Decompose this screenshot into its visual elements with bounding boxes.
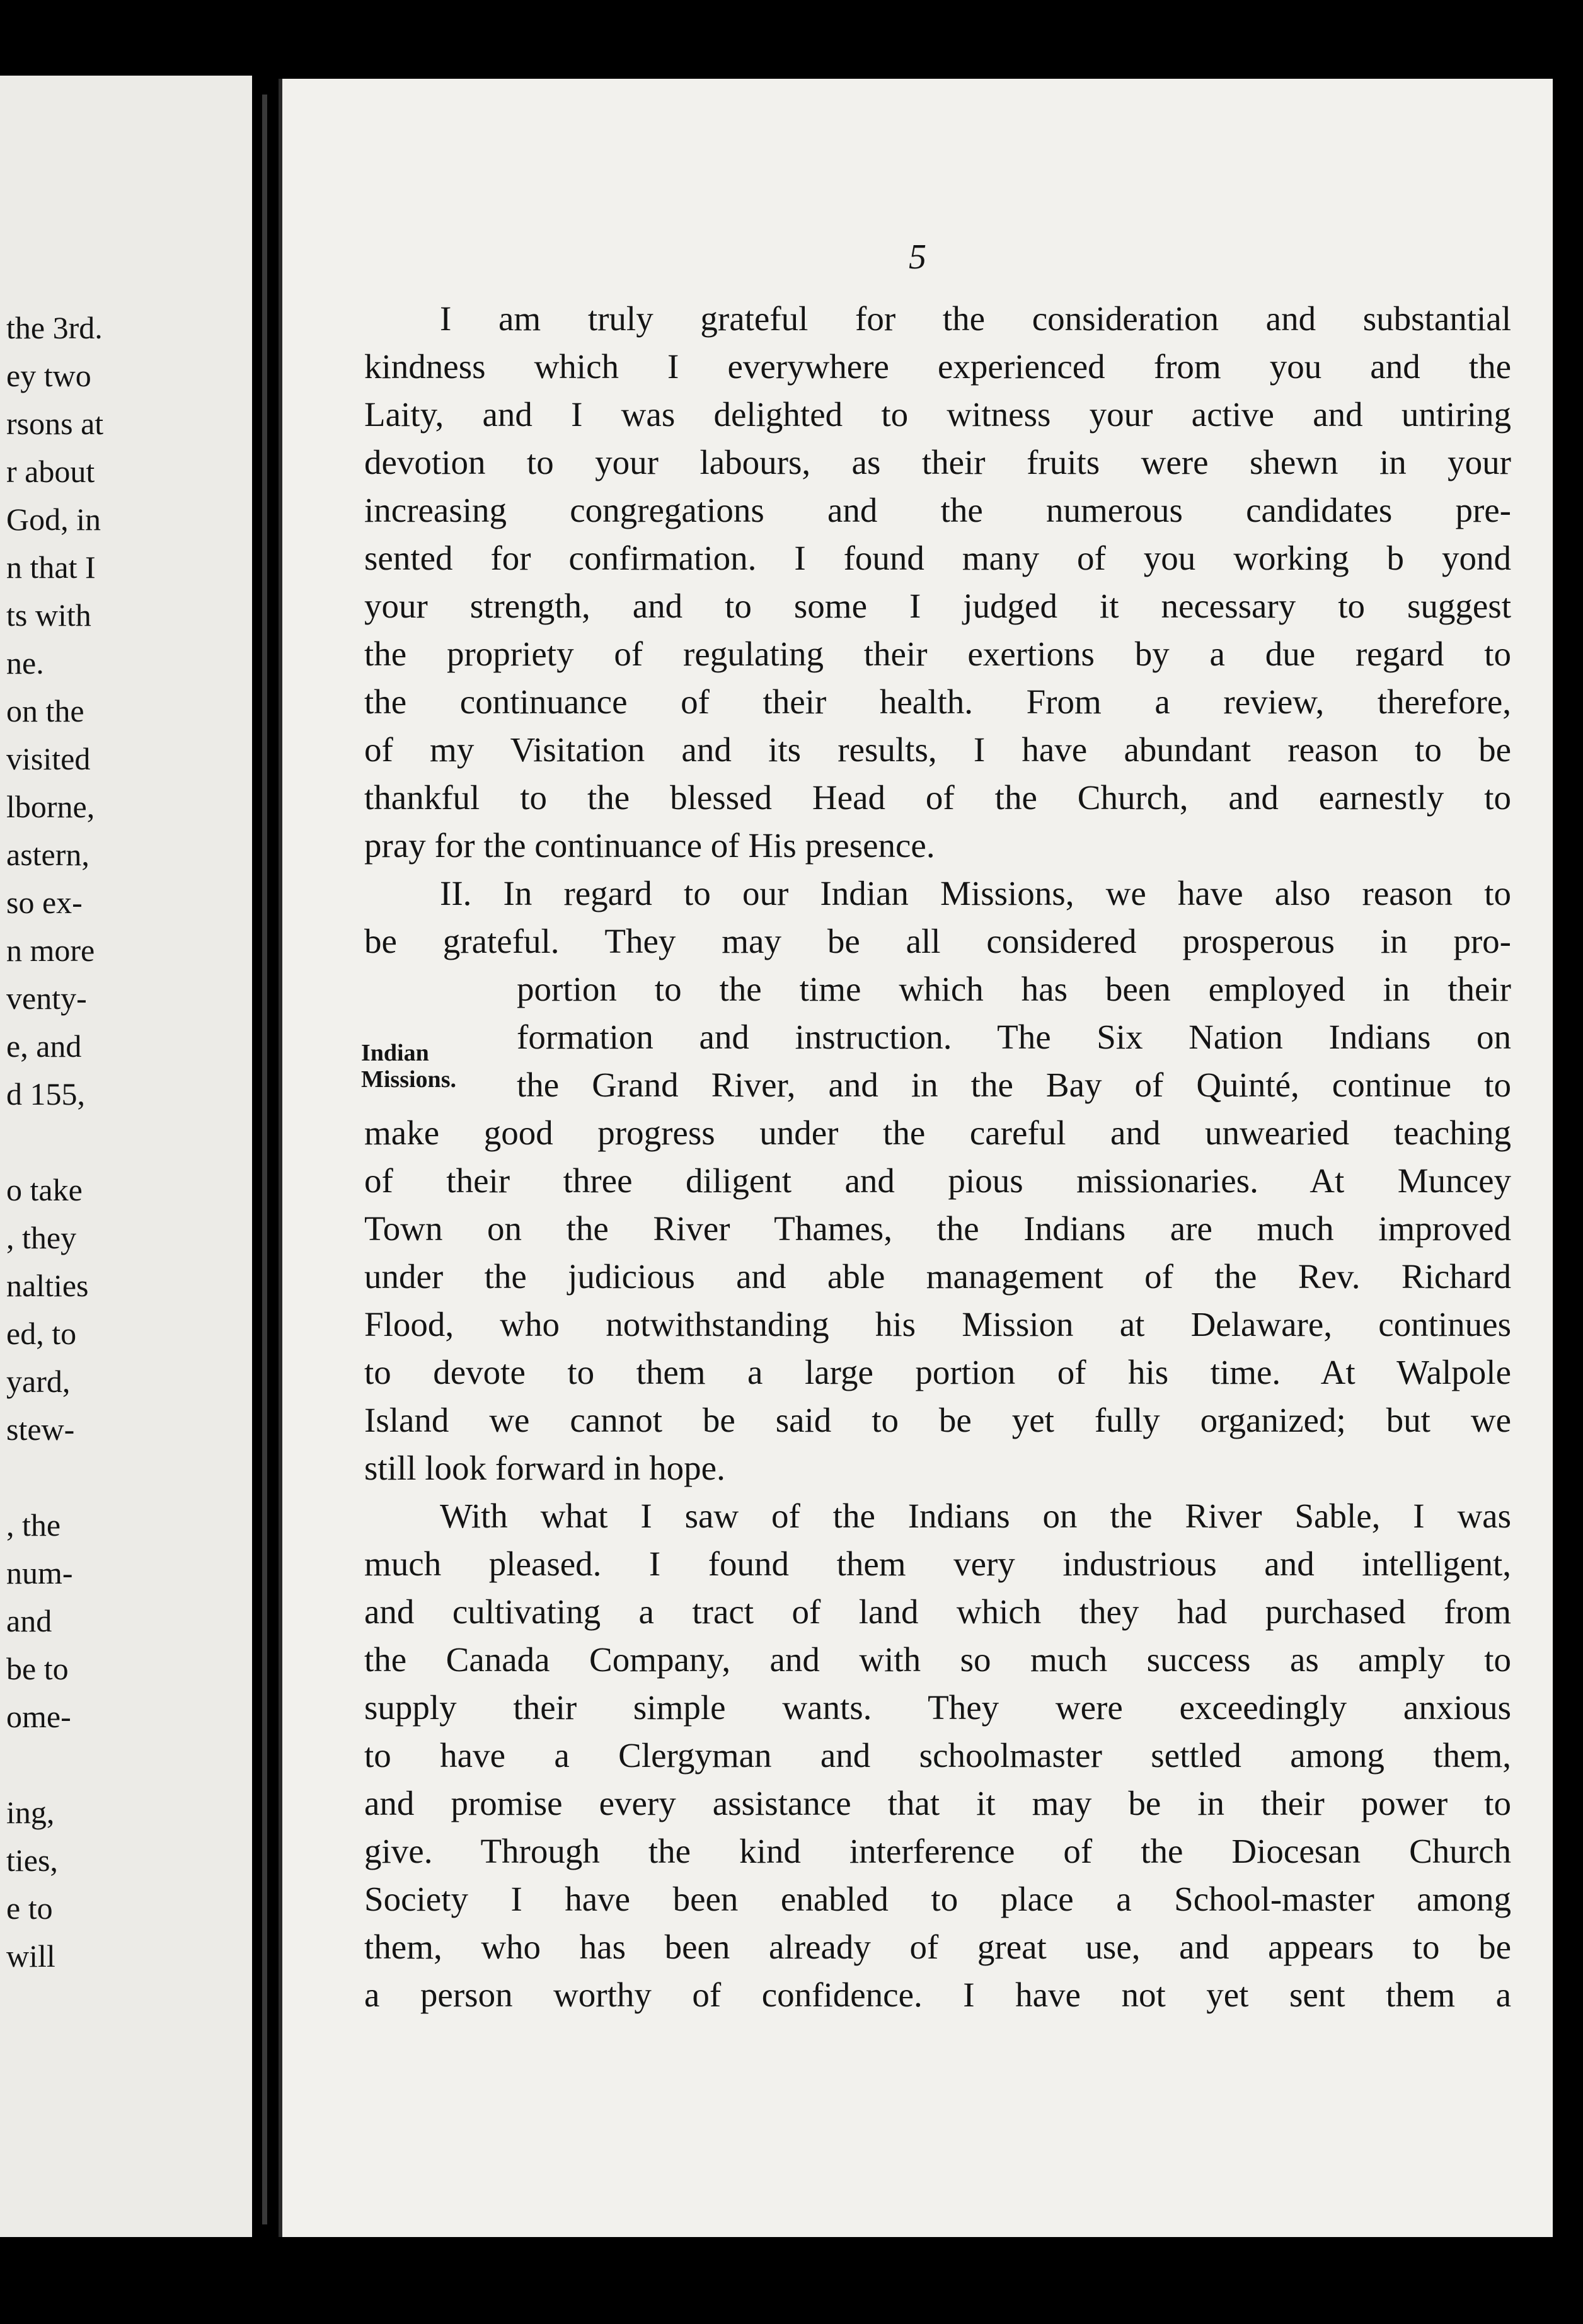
previous-page-line: lborne, xyxy=(6,789,95,824)
text-line: Laity, and I was delighted to witness your active and untiring xyxy=(364,395,1511,434)
text-line: a person worthy of confidence. I have not yet sent them a xyxy=(364,1976,1511,2014)
previous-page-line: ne. xyxy=(6,645,44,681)
text-line: be grateful. They may be all considered prosperous in pro- xyxy=(364,922,1511,960)
previous-page-line: so ex- xyxy=(6,885,83,920)
text-line: portion to the time which has been employed in their xyxy=(517,970,1511,1008)
previous-page-line: astern, xyxy=(6,837,89,872)
previous-page-line: , they xyxy=(6,1220,77,1255)
previous-page-line: ing, xyxy=(6,1795,55,1830)
text-line: and promise every assistance that it may be in their power to xyxy=(364,1784,1511,1822)
text-line: still look forward in hope. xyxy=(364,1449,725,1487)
text-line: make good progress under the careful and unwearied teaching xyxy=(364,1113,1511,1152)
previous-page-line: stew- xyxy=(6,1412,75,1447)
previous-page-line: ome- xyxy=(6,1699,71,1734)
previous-page-line: be to xyxy=(6,1651,69,1686)
margin-note-line: Missions. xyxy=(361,1066,456,1093)
gutter-rule xyxy=(262,95,267,2224)
previous-page-line: o take xyxy=(6,1172,83,1207)
previous-page-line: on the xyxy=(6,693,84,728)
text-line: your strength, and to some I judged it necessary to suggest xyxy=(364,587,1511,625)
previous-page-line: ey two xyxy=(6,358,91,393)
previous-page-line: will xyxy=(6,1938,55,1974)
text-line: thankful to the blessed Head of the Church, and earnestly to xyxy=(364,778,1511,817)
previous-page-line: r about xyxy=(6,454,95,489)
scan-border xyxy=(1553,0,1583,2324)
margin-note-line: Indian xyxy=(361,1040,429,1066)
text-line: much pleased. I found them very industrious and intelligent, xyxy=(364,1545,1511,1583)
previous-page-line: venty- xyxy=(6,981,87,1016)
text-line: II. In regard to our Indian Missions, we have also reason to xyxy=(440,874,1511,912)
previous-page-line: nalties xyxy=(6,1268,89,1303)
text-line: With what I saw of the Indians on the River Sable, I was xyxy=(440,1497,1511,1535)
previous-page-line: ts with xyxy=(6,597,91,633)
text-line: the continuance of their health. From a review, therefore, xyxy=(364,682,1511,721)
previous-page-line: e, and xyxy=(6,1028,82,1064)
text-line: the Canada Company, and with so much success as amply to xyxy=(364,1640,1511,1679)
text-line: them, who has been already of great use, and appears to be xyxy=(364,1928,1511,1966)
text-line: of my Visitation and its results, I have abundant reason to be xyxy=(364,730,1511,769)
text-line: devotion to your labours, as their fruits were shewn in your xyxy=(364,443,1511,481)
previous-page-line: and xyxy=(6,1603,52,1638)
previous-page-line: God, in xyxy=(6,502,101,537)
previous-page-line: ties, xyxy=(6,1843,58,1878)
previous-page-line: num- xyxy=(6,1555,73,1591)
previous-page-line: rsons at xyxy=(6,406,104,441)
page-gutter xyxy=(252,69,279,2246)
text-line: formation and instruction. The Six Nation Indians on xyxy=(517,1018,1511,1056)
text-line: to have a Clergyman and schoolmaster settled among them, xyxy=(364,1736,1511,1775)
text-line: supply their simple wants. They were exceedingly anxious xyxy=(364,1688,1511,1727)
previous-page-line: n that I xyxy=(6,549,96,585)
text-line: Island we cannot be said to be yet fully organized; but we xyxy=(364,1401,1511,1439)
text-line: Society I have been enabled to place a School-master among xyxy=(364,1880,1511,1918)
margin-note xyxy=(361,1040,456,1093)
text-line: the Grand River, and in the Bay of Quinté, continue to xyxy=(517,1066,1511,1104)
document-page xyxy=(279,79,1553,2237)
text-line: give. Through the kind interference of the Diocesan Church xyxy=(364,1832,1511,1870)
text-line: kindness which I everywhere experienced from you and the xyxy=(364,347,1511,386)
text-line: and cultivating a tract of land which they had purchased from xyxy=(364,1592,1511,1631)
text-line: Town on the River Thames, the Indians are much improved xyxy=(364,1209,1511,1248)
previous-page-fragment xyxy=(0,76,252,2237)
text-line: the propriety of regulating their exertions by a due regard to xyxy=(364,635,1511,673)
previous-page-line: e to xyxy=(6,1890,53,1926)
previous-page-line: n more xyxy=(6,933,95,968)
text-line: increasing congregations and the numerous candidates pre- xyxy=(364,491,1511,529)
text-line: of their three diligent and pious missionaries. At Muncey xyxy=(364,1161,1511,1200)
text-line: Flood, who notwithstanding his Mission at Delaware, continues xyxy=(364,1305,1511,1343)
previous-page-line: ed, to xyxy=(6,1316,77,1351)
page-number: 5 xyxy=(909,238,926,277)
text-line: to devote to them a large portion of his time. At Walpole xyxy=(364,1353,1511,1391)
previous-page-line: visited xyxy=(6,741,91,776)
previous-page-line: d 155, xyxy=(6,1076,85,1112)
text-line: pray for the continuance of His presence. xyxy=(364,826,935,865)
text-line: under the judicious and able management of the Rev. Richard xyxy=(364,1257,1511,1296)
previous-page-line: yard, xyxy=(6,1364,71,1399)
previous-page-line: the 3rd. xyxy=(6,310,103,345)
previous-page-line: , the xyxy=(6,1507,61,1543)
text-line: sented for confirmation. I found many of you working b yond xyxy=(364,539,1511,577)
text-line: I am truly grateful for the consideration and substantial xyxy=(440,299,1511,338)
